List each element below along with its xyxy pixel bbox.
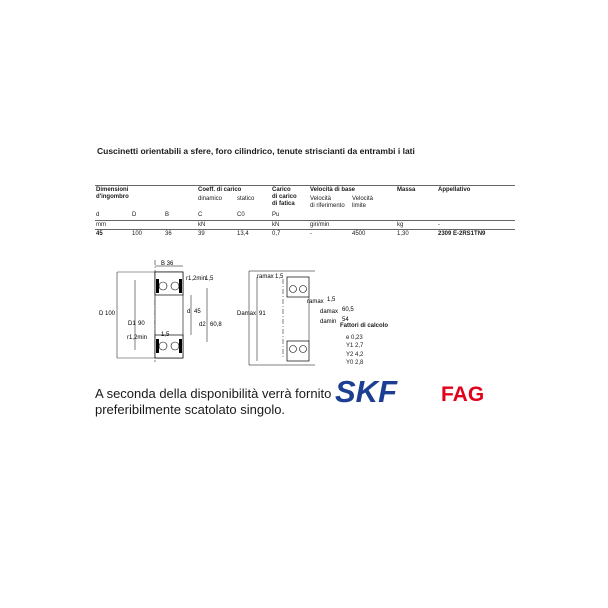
seal-bottom-right [179, 339, 182, 353]
cell-designation: 2309 E-2RS1TN9 [438, 231, 486, 237]
factor-value: 4,2 [355, 351, 364, 358]
ramax-mid-value: 1,5 [327, 297, 336, 303]
dimensions-header-1: Dimensioni [96, 187, 129, 193]
D1-label: D1 [128, 321, 136, 327]
cell-B: 36 [165, 231, 172, 237]
d2-label: d2 [199, 322, 206, 328]
top-ring-section [155, 272, 183, 295]
unit-kg: kg [397, 222, 404, 228]
symbol-C: C [198, 212, 203, 218]
d-value: 45 [194, 309, 201, 315]
r12min-bottom-label: r1,2min [127, 335, 148, 341]
ramax-top-label: ramax [257, 274, 274, 280]
seal-top-right [179, 279, 182, 293]
factor-value: 2,7 [355, 343, 364, 349]
table-mid-rule [95, 220, 515, 221]
table-data-rule [95, 229, 515, 230]
cell-lim-speed: 4500 [352, 231, 366, 237]
symbol-D: D [132, 212, 137, 218]
brand-logos [335, 374, 495, 410]
factor-row [340, 359, 388, 368]
factor-row [340, 351, 388, 360]
availability-note: A seconda della disponibilità verrà fornito preferibilmente scatolato singolo. [95, 386, 332, 417]
fatigue-header-1: Carico [272, 187, 291, 193]
ramax-mid-label: ramax [307, 299, 324, 305]
ref-speed-header-2: di riferimento [310, 203, 345, 209]
unit-kN-load: kN [198, 222, 206, 228]
factor-value: 2,8 [355, 360, 364, 366]
damax-value: 60,5 [342, 307, 354, 313]
unit-mm: mm [96, 222, 106, 228]
symbol-B: B [165, 212, 170, 218]
symbol-d: d [96, 212, 100, 218]
fag-logo: FAG [441, 383, 485, 406]
r12min-top-value: 1,5 [205, 276, 214, 282]
factor-row [340, 342, 388, 351]
ramax-top-value: 1,5 [275, 274, 284, 280]
ref-speed-header-1: Velocità [310, 196, 332, 202]
designation-header: Appellativo [438, 187, 471, 193]
factor-label: Y1 [346, 343, 354, 349]
b-label: B 36 [161, 261, 174, 267]
Damax-label: Damax [237, 311, 257, 317]
cell-C: 39 [198, 231, 205, 237]
calculation-factors [340, 322, 388, 368]
r12min-top-label: r1,2min [186, 276, 207, 282]
mass-header: Massa [397, 187, 416, 193]
damin-label: damin [320, 319, 337, 325]
skf-logo: SKF [335, 374, 397, 409]
table-top-rule [95, 185, 515, 186]
seal-top-left [156, 279, 159, 293]
symbol-C0: C0 [237, 212, 245, 218]
d-label: d [187, 309, 191, 315]
static-header: statico [237, 196, 255, 202]
bearing-mounting-drawing [235, 265, 355, 375]
Damax-value: 91 [259, 311, 266, 317]
page-title: Cuscinetti orientabili a sfere, foro cilindrico, tenute striscianti da entrambi i lati [97, 146, 415, 156]
bearing-section-drawing [95, 250, 235, 370]
D-label: D 100 [99, 311, 116, 317]
unit-dash: - [438, 222, 440, 228]
cell-d: 45 [96, 231, 103, 237]
cell-ref-speed: - [310, 231, 312, 237]
r12min-bottom-value: 1,5 [161, 332, 170, 338]
factor-label: e [346, 334, 350, 341]
cell-D: 100 [132, 231, 143, 237]
factors-heading: Fattori di calcolo [340, 323, 389, 329]
lim-speed-header-2: limite [352, 203, 367, 209]
factor-value: 0,23 [351, 334, 363, 341]
D1-value: 90 [138, 321, 145, 327]
cell-Pu: 0,7 [272, 231, 281, 237]
cell-C0: 13,4 [237, 231, 249, 237]
cell-mass: 1,30 [397, 231, 409, 237]
fatigue-header-3: di fatica [272, 201, 295, 207]
load-ratings-header: Coeff. di carico [198, 187, 242, 193]
dimensions-header-2: d'ingombro [96, 194, 129, 200]
unit-kN-fatigue: kN [272, 222, 280, 228]
factor-label: Y0 [346, 360, 354, 366]
lim-speed-header-1: Velocità [352, 196, 374, 202]
factor-label: Y2 [346, 351, 354, 358]
seal-bottom-left [156, 339, 159, 353]
d2-value: 60,8 [210, 322, 222, 328]
speed-header: Velocità di base [310, 187, 356, 193]
unit-rpm: giri/min [310, 222, 330, 228]
factor-row [340, 334, 388, 343]
dynamic-header: dinamico [198, 196, 223, 202]
fatigue-header-2: di carico [272, 194, 297, 200]
damax-label: damax [320, 309, 339, 315]
damin-value: 54 [342, 317, 349, 323]
symbol-Pu: Pu [272, 212, 280, 218]
